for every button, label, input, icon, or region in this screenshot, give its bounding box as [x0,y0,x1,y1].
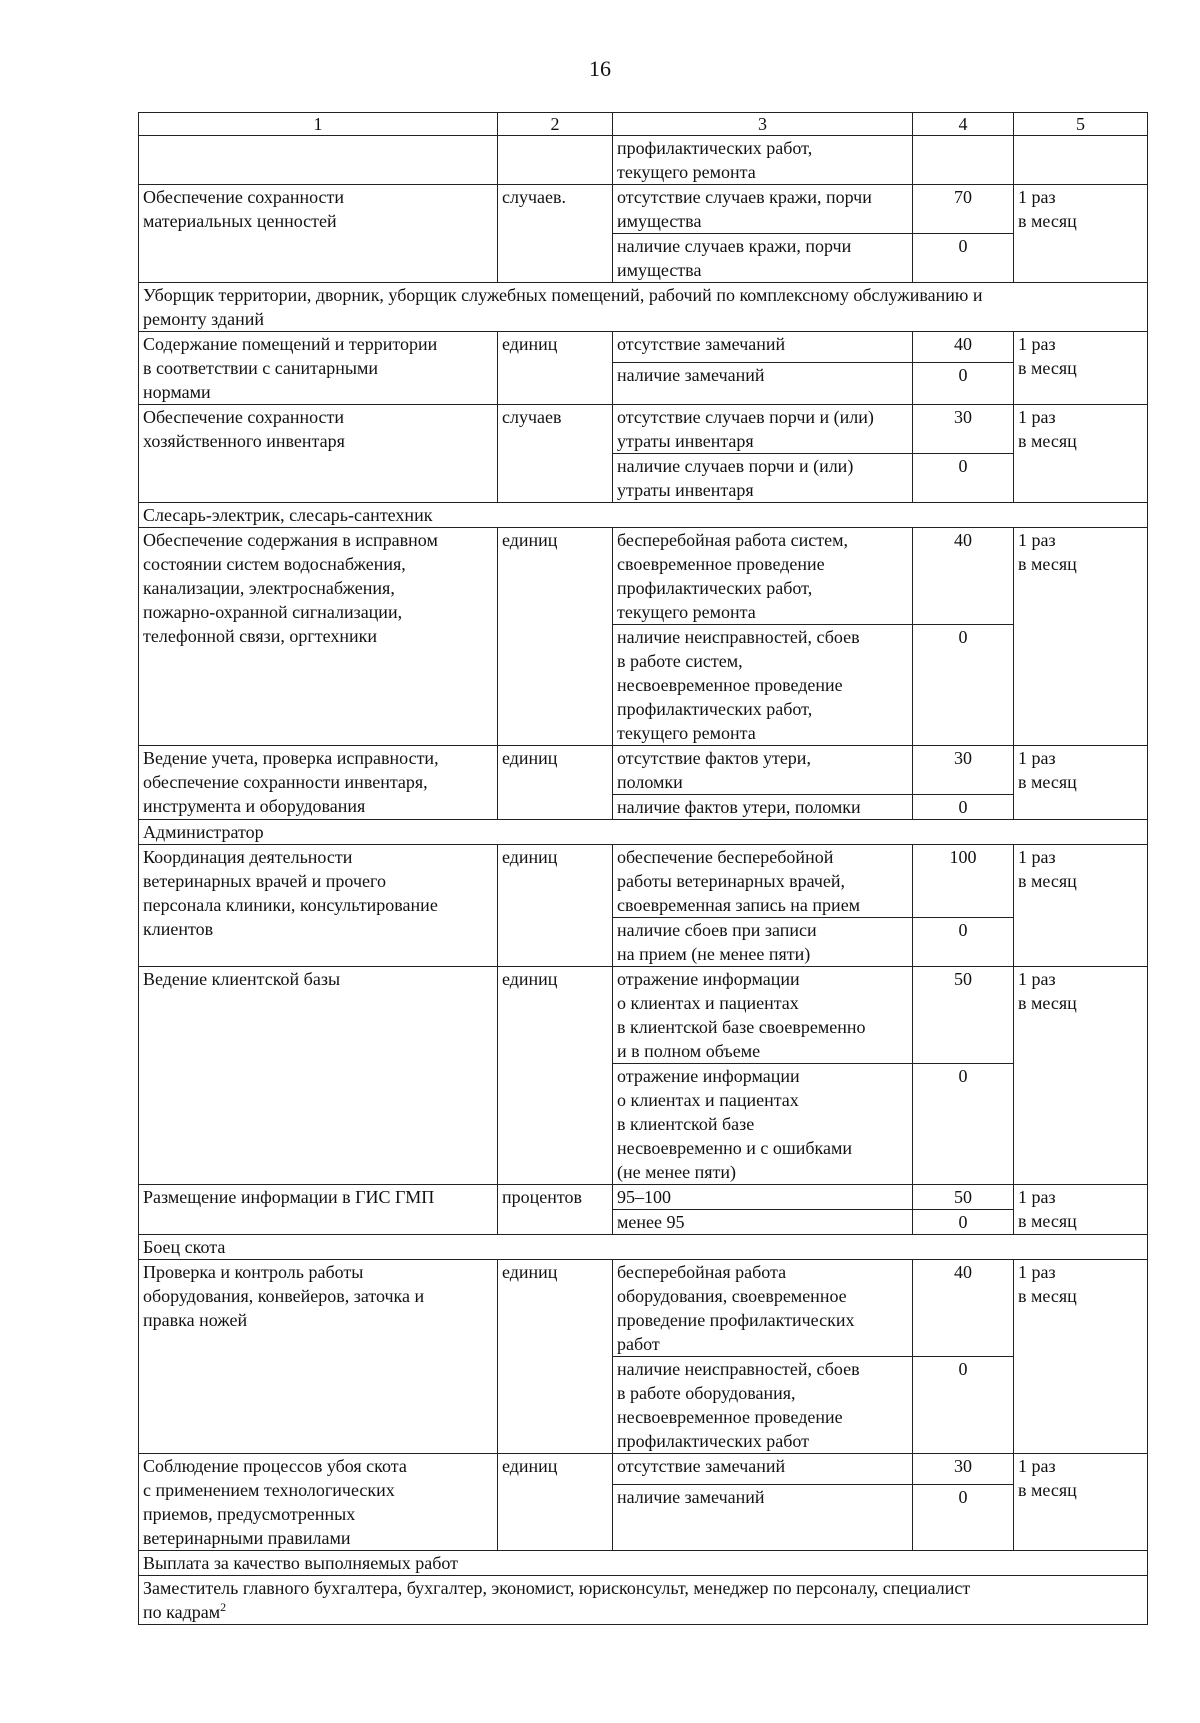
criterion-cell: обеспечение бесперебойной работы ветеринарных врачей, своевременная запись на прием [613,845,913,918]
criterion-cell: отсутствие случаев кражи, порчи имущества [613,185,913,234]
points-cell: 0 [913,1064,1014,1185]
criteria-table [138,112,1148,1625]
header-cell: 1 [139,113,498,136]
unit-cell: единиц [498,528,613,746]
frequency-cell: 1 раз в месяц [1014,332,1148,405]
header-cell: 3 [613,113,913,136]
frequency-cell: 1 раз в месяц [1014,746,1148,820]
table-row [139,1260,1148,1357]
points-cell: 0 [913,918,1014,967]
section-row [139,820,1148,845]
section-title: Администратор [139,820,1148,845]
criterion-cell: наличие замечаний [613,363,913,405]
points-cell: 0 [913,795,1014,820]
frequency-cell: 1 раз в месяц [1014,528,1148,746]
frequency-cell: 1 раз в месяц [1014,405,1148,503]
points-cell: 0 [913,1210,1014,1235]
points-cell: 50 [913,1185,1014,1210]
section-title: Слесарь-электрик, слесарь-сантехник [139,503,1148,528]
indicator-cell: Содержание помещений и территории в соответствии с санитарными нормами [139,332,498,405]
criterion-cell: отражение информации о клиентах и пациентах в клиентской базе своевременно и в полном объеме [613,967,913,1064]
frequency-cell: 1 раз в месяц [1014,845,1148,967]
points-cell: 40 [913,332,1014,363]
indicator-cell: Размещение информации в ГИС ГМП [139,1185,498,1235]
section-row [139,1235,1148,1260]
indicator-cell: Соблюдение процессов убоя скота с применением технологических приемов, предусмотренных ветеринарными правилами [139,1454,498,1551]
unit-cell: единиц [498,845,613,967]
header-cell: 5 [1014,113,1148,136]
header-cell: 2 [498,113,613,136]
table-row [139,967,1148,1064]
table-row [139,845,1148,918]
criterion-cell: наличие случаев кражи, порчи имущества [613,234,913,283]
points-cell: 70 [913,185,1014,234]
table-row [139,136,1148,185]
section-title-text: Заместитель главного бухгалтера, бухгалтер, экономист, юрисконсульт, менеджер по персоналу, специалист по кадрам [143,1578,971,1622]
points-cell: 0 [913,1485,1014,1551]
table-row [139,746,1148,795]
unit-cell: процентов [498,1185,613,1235]
frequency-cell: 1 раз в месяц [1014,1185,1148,1235]
points-cell: 40 [913,528,1014,625]
criterion-cell: отсутствие замечаний [613,332,913,363]
section-row [139,1551,1148,1576]
section-row [139,503,1148,528]
criterion-cell: профилактических работ, текущего ремонта [613,136,913,185]
criterion-cell: наличие неисправностей, сбоев в работе оборудования, несвоевременное проведение профилактических работ [613,1357,913,1454]
criterion-cell: отсутствие случаев порчи и (или) утраты инвентаря [613,405,913,454]
header-cell: 4 [913,113,1014,136]
table-row [139,405,1148,454]
section-row [139,283,1148,332]
section-title: Уборщик территории, дворник, уборщик служебных помещений, рабочий по комплексному обслуживанию и ремонту зданий [139,283,1148,332]
indicator-cell: Ведение учета, проверка исправности, обеспечение сохранности инвентаря, инструмента и оборудования [139,746,498,820]
frequency-cell: 1 раз в месяц [1014,967,1148,1185]
unit-cell: единиц [498,1454,613,1551]
criterion-cell: наличие случаев порчи и (или) утраты инвентаря [613,454,913,503]
points-cell: 0 [913,1357,1014,1454]
table-row [139,332,1148,363]
footnote-mark: 2 [220,1600,227,1614]
points-cell: 0 [913,625,1014,746]
criterion-cell: наличие неисправностей, сбоев в работе систем, несвоевременное проведение профилактических работ, текущего ремонта [613,625,913,746]
unit-cell: единиц [498,1260,613,1454]
points-cell: 0 [913,454,1014,503]
header-row [139,113,1148,136]
frequency-cell: 1 раз в месяц [1014,1260,1148,1454]
criterion-cell: 95–100 [613,1185,913,1210]
section-title: Боец скота [139,1235,1148,1260]
table-row [139,185,1148,234]
points-cell: 0 [913,234,1014,283]
table-row [139,528,1148,625]
unit-cell: единиц [498,967,613,1185]
table-row [139,1185,1148,1210]
section-title [139,1576,1148,1625]
criterion-cell: отсутствие фактов утери, поломки [613,746,913,795]
criterion-cell: отсутствие замечаний [613,1454,913,1485]
criterion-cell: бесперебойная работа систем, своевременное проведение профилактических работ, текущего ремонта [613,528,913,625]
points-cell: 100 [913,845,1014,918]
section-title: Выплата за качество выполняемых работ [139,1551,1148,1576]
points-cell: 50 [913,967,1014,1064]
points-cell: 30 [913,746,1014,795]
indicator-cell: Обеспечение сохранности материальных ценностей [139,185,498,283]
frequency-cell: 1 раз в месяц [1014,1454,1148,1551]
indicator-cell: Обеспечение сохранности хозяйственного инвентаря [139,405,498,503]
indicator-cell: Обеспечение содержания в исправном состоянии систем водоснабжения, канализации, электроснабжения, пожарно-охранной сигнализации, телефонной связи, оргтехники [139,528,498,746]
unit-cell: случаев [498,405,613,503]
page-number: 16 [589,56,611,81]
unit-cell: единиц [498,746,613,820]
section-row [139,1576,1148,1625]
unit-cell: единиц [498,332,613,405]
table-row [139,1454,1148,1485]
indicator-cell: Ведение клиентской базы [139,967,498,1185]
criterion-cell: менее 95 [613,1210,913,1235]
criterion-cell: наличие сбоев при записи на прием (не менее пяти) [613,918,913,967]
frequency-cell: 1 раз в месяц [1014,185,1148,283]
points-cell: 30 [913,1454,1014,1485]
points-cell: 0 [913,363,1014,405]
points-cell: 30 [913,405,1014,454]
unit-cell: случаев. [498,185,613,283]
criterion-cell: наличие замечаний [613,1485,913,1551]
indicator-cell: Проверка и контроль работы оборудования, конвейеров, заточка и правка ножей [139,1260,498,1454]
points-cell: 40 [913,1260,1014,1357]
criterion-cell: наличие фактов утери, поломки [613,795,913,820]
indicator-cell: Координация деятельности ветеринарных врачей и прочего персонала клиники, консультирование клиентов [139,845,498,967]
criterion-cell: отражение информации о клиентах и пациентах в клиентской базе несвоевременно и с ошибками (не менее пяти) [613,1064,913,1185]
criterion-cell: бесперебойная работа оборудования, своевременное проведение профилактических работ [613,1260,913,1357]
